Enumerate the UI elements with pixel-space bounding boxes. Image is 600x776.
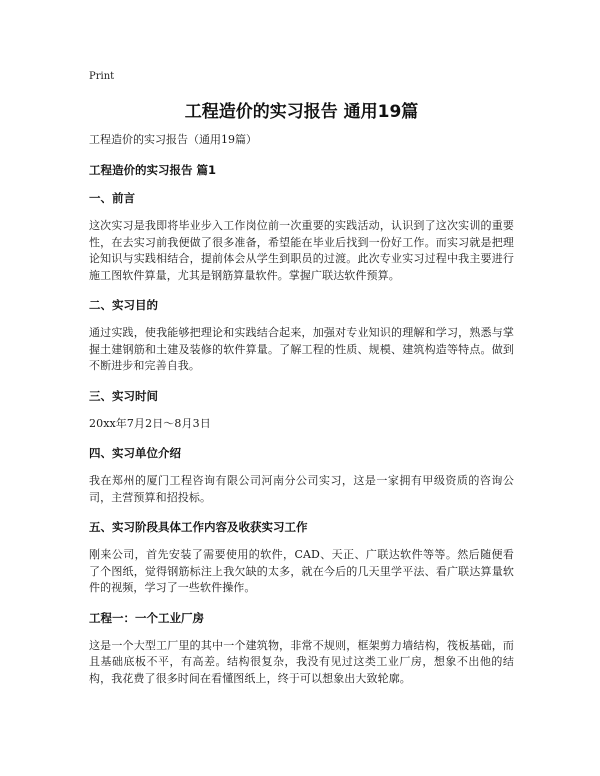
section-body-project-one: 这是一个大型工厂里的其中一个建筑物，非常不规则，框架剪力墙结构，筏板基础，而且基础底板不平，有高差。结构很复杂，我没有见过这类工业厂房，想象不出他的结构，我花费了很多时间在看懂图纸上，终于可以想象出大致轮廓。	[89, 638, 514, 685]
section-body-work: 刚来公司，首先安装了需要使用的软件，CAD、天正、广联达软件等等。然后随便看了个图纸，觉得钢筋标注上我欠缺的太多，就在今后的几天里学平法、看广联达算量软件的视频，学习了一些软件操作。	[89, 548, 514, 594]
section-title-company: 四、实习单位介绍	[89, 446, 181, 460]
section-title-project-one: 工程一：一个工业厂房	[89, 610, 204, 625]
section-body-time: 20xx年7月2日～8月3日	[89, 416, 211, 430]
document-page	[89, 70, 514, 700]
section-title-purpose: 二、实习目的	[89, 298, 158, 312]
document-subtitle: 工程造价的实习报告（通用19篇）	[89, 133, 257, 146]
section-body-purpose: 通过实践，使我能够把理论和实践结合起来，加强对专业知识的理解和学习，熟悉与掌握土建钢筋和土建及装修的软件算量。了解工程的性质、规模、建筑构造等特点。做到不断进步和完善自我。	[89, 326, 514, 372]
section-title-work: 五、实习阶段具体工作内容及收获实习工作	[89, 520, 308, 534]
document-title: 工程造价的实习报告 通用19篇	[184, 102, 419, 122]
section-title-time: 三、实习时间	[89, 388, 158, 403]
section-body-company: 我在郑州的厦门工程咨询有限公司河南分公司实习，这是一家拥有甲级资质的咨询公司，主营预算和招投标。	[89, 474, 514, 504]
section-title-preface: 一、前言	[89, 191, 135, 205]
article-heading: 工程造价的实习报告 篇1	[89, 163, 217, 177]
print-label[interactable]: Print	[89, 71, 115, 82]
section-body-preface: 这次实习是我即将毕业步入工作岗位前一次重要的实践活动，认识到了这次实训的重要性，在去实习前我便做了很多准备，希望能在毕业后找到一份好工作。而实习就是把理论知识与实践相结合，提前体会从学生到职员的过渡。此次专业实习过程中我主要进行施工图软件算量，尤其是钢筋算量软件。掌握广联达软件预算。	[89, 219, 514, 282]
